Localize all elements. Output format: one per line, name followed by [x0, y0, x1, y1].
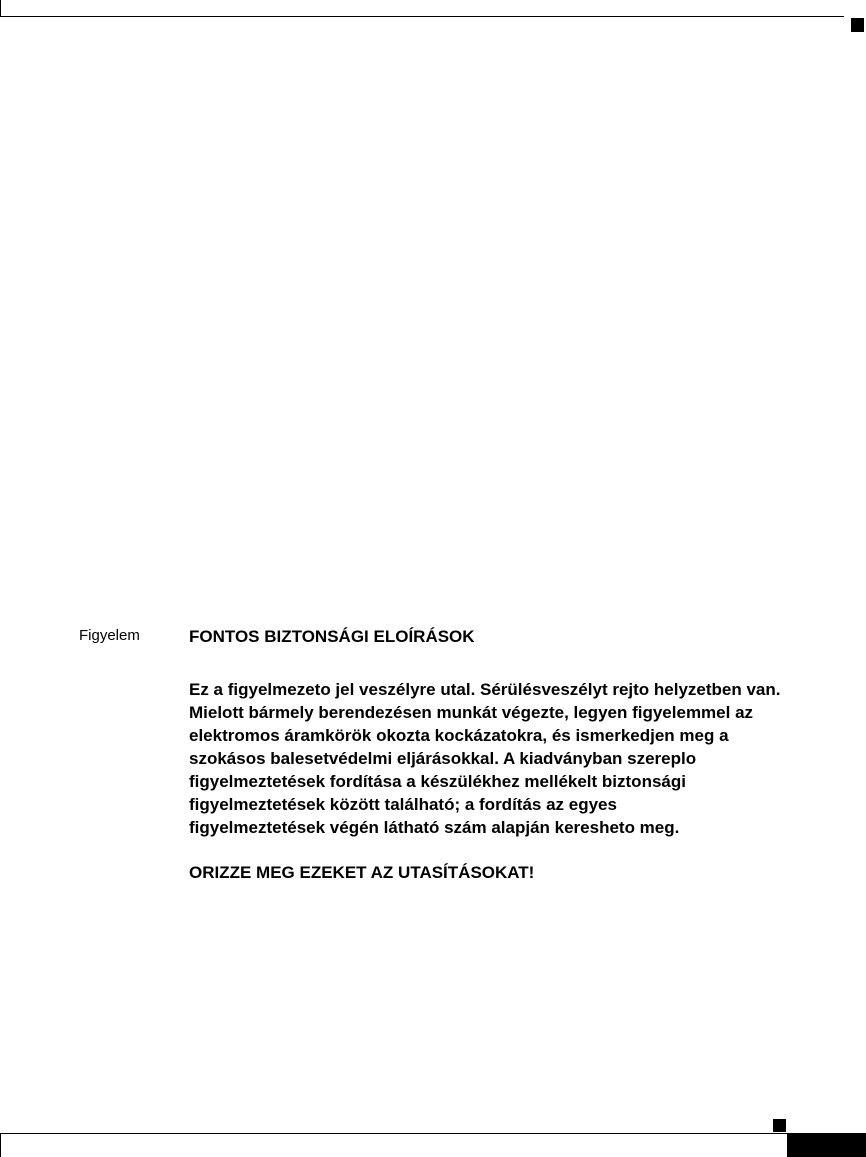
warning-line: Ez a figyelmezeto jel veszélyre utal. Sérülésveszélyt rejto helyzetben van. — [189, 680, 781, 699]
header-right-marker — [851, 18, 864, 32]
warning-line: Mielott bármely berendezésen munkát végezte, legyen figyelemmel az — [189, 703, 754, 722]
header-rule — [0, 16, 844, 17]
footer-page-tab — [787, 1133, 866, 1157]
header-left-tick — [0, 0, 1, 17]
warning-line: elektromos áramkörök okozta kockázatokra, és ismerkedjen meg a — [189, 726, 729, 745]
warning-footer: ORIZZE MEG EZEKET AZ UTASÍTÁSOKAT! — [189, 863, 535, 882]
warning-title: FONTOS BIZTONSÁGI ELOÍRÁSOK — [189, 627, 475, 646]
footer-rule — [0, 1133, 866, 1134]
warning-content — [189, 627, 859, 882]
warning-line: figyelmeztetések között található; a fordítás az egyes — [189, 795, 617, 814]
footer-left-tick — [0, 1133, 1, 1157]
warning-paragraph — [189, 678, 859, 839]
warning-line: figyelmeztetések végén látható szám alapján kereshet​o meg. — [189, 818, 680, 837]
warning-line: szokásos balesetvédelmi eljárásokkal. A kiadványban szereplo — [189, 749, 697, 768]
footer-marker — [773, 1119, 786, 1132]
warning-label: Figyelem — [79, 627, 140, 644]
warning-line: figyelmeztetések fordítása a készülékhez mellékelt biztonsági — [189, 772, 686, 791]
